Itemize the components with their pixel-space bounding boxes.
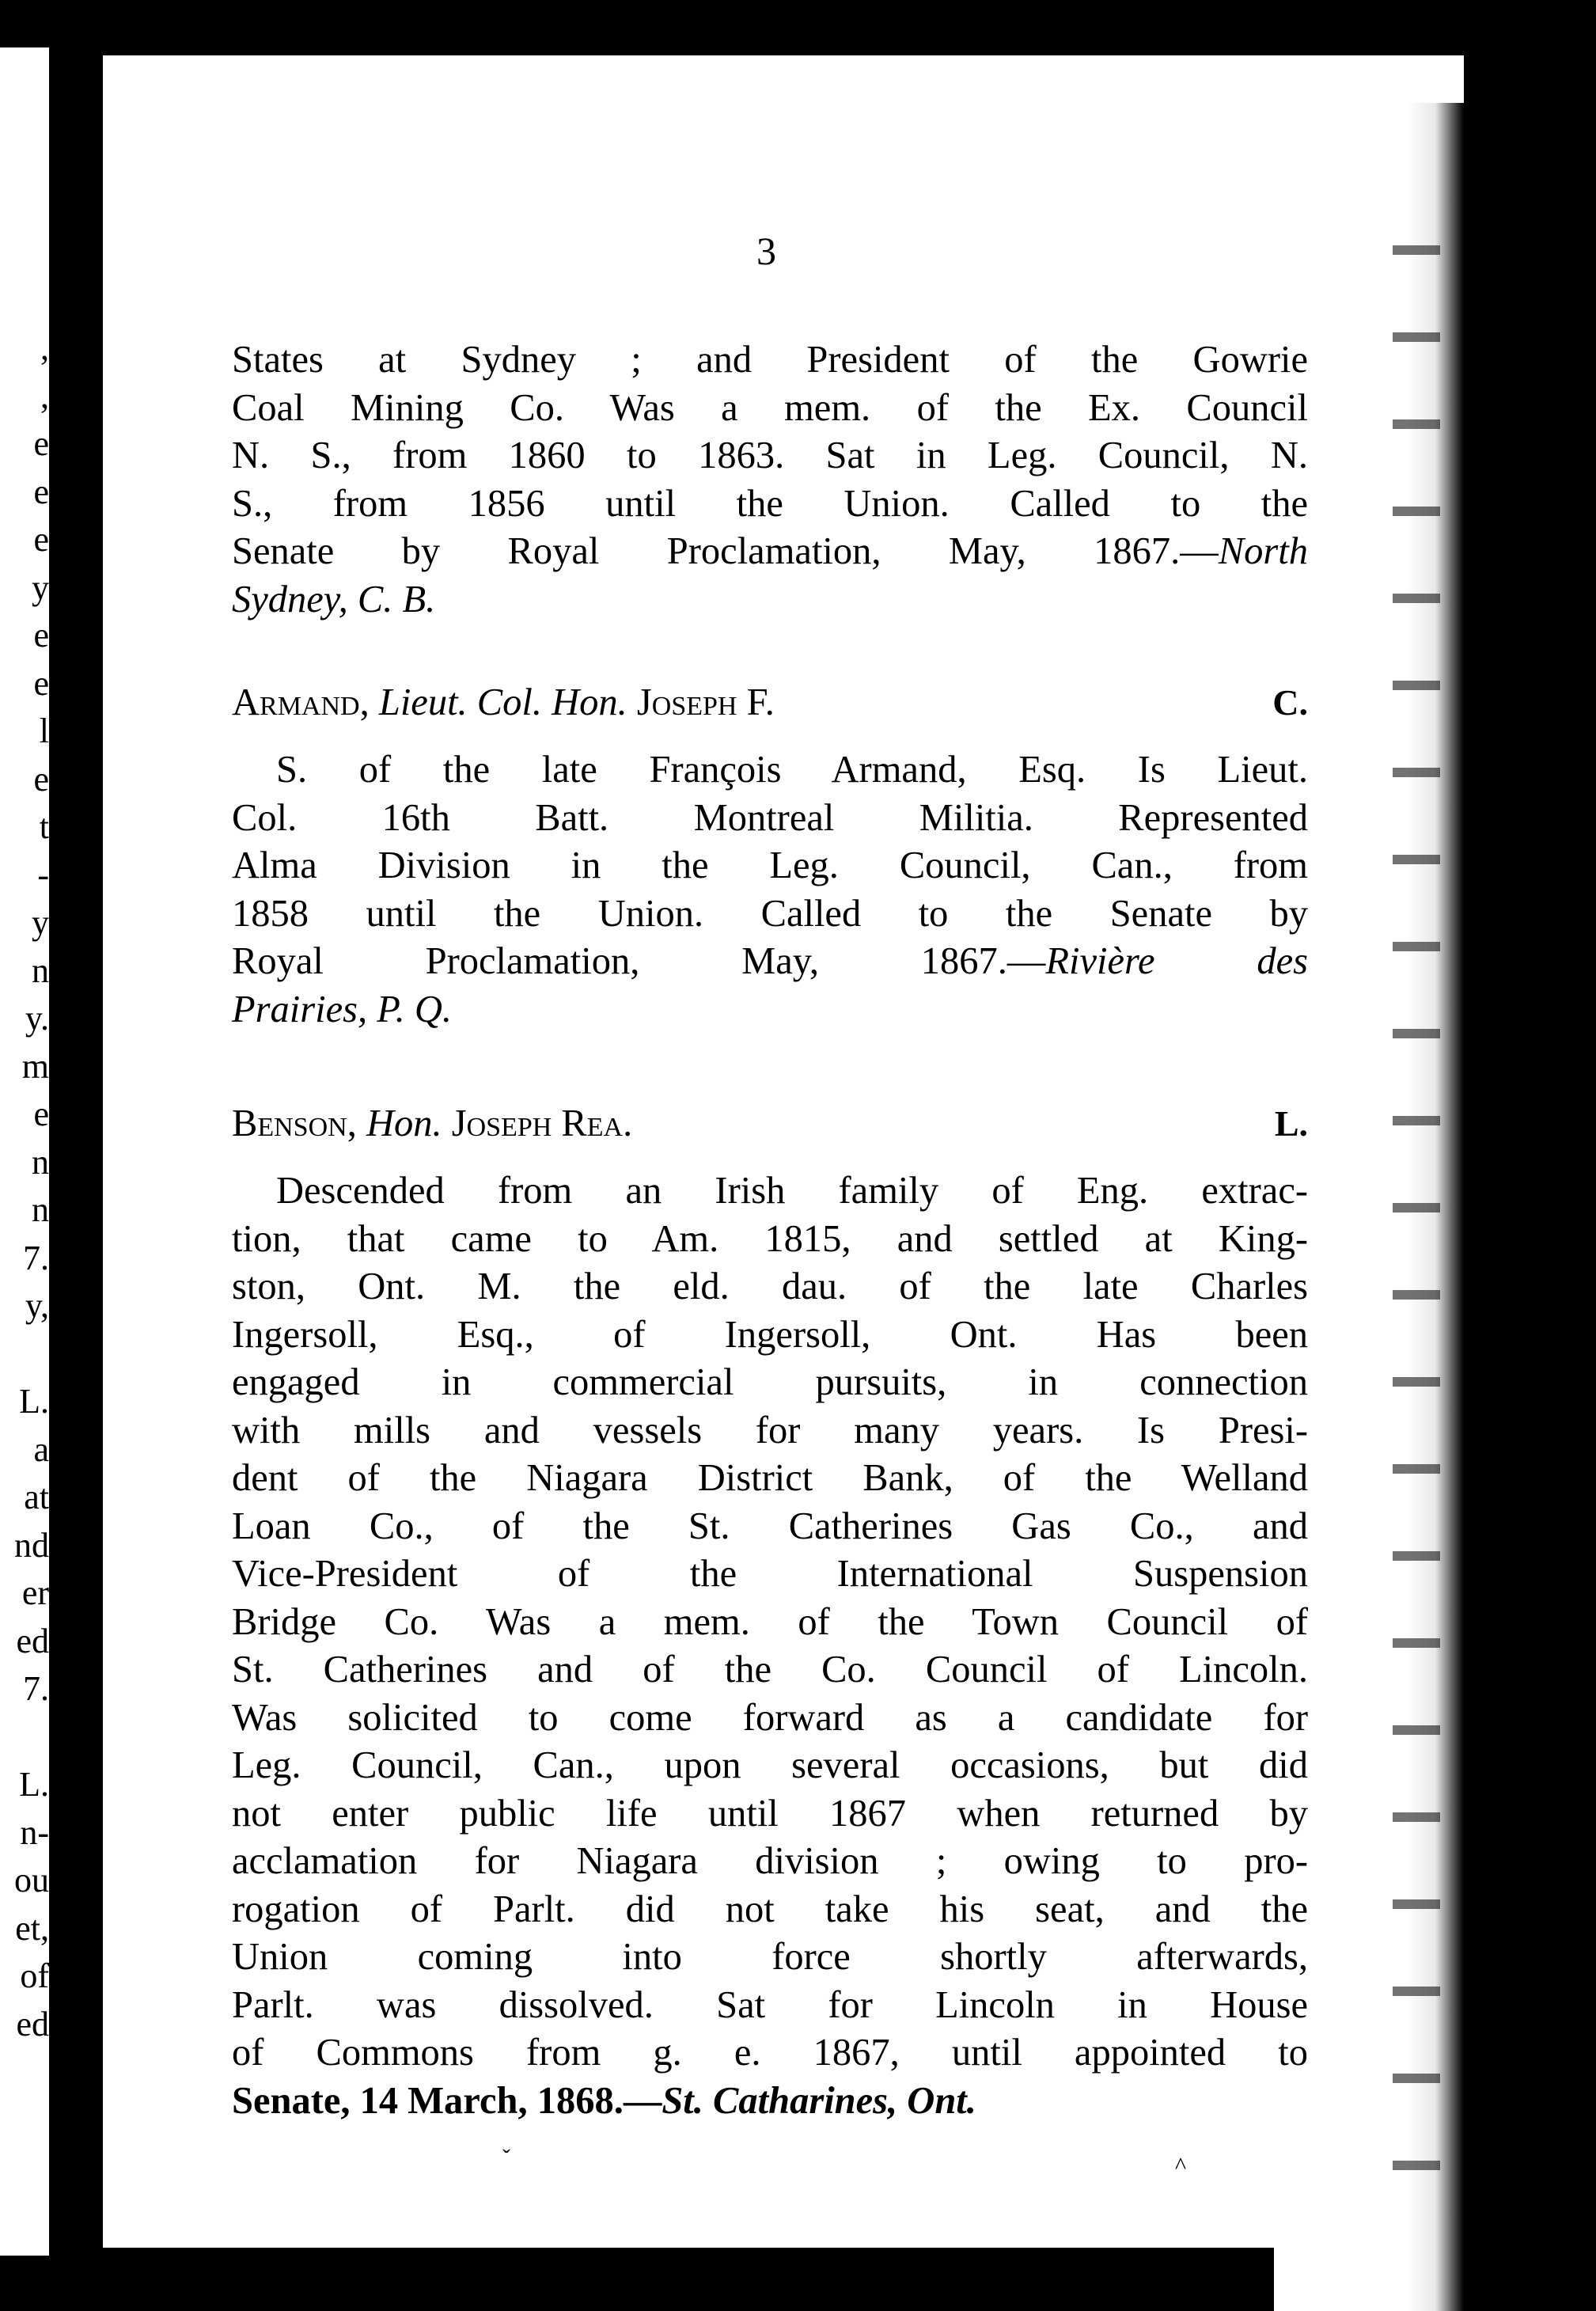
facing-page-fragment: n [32, 1142, 49, 1182]
text-line: Ingersoll, Esq., of Ingersoll, Ont. Has been [232, 1313, 1308, 1356]
facing-page-fragment: e [33, 663, 49, 703]
text-line: with mills and vessels for many years. Is Presi- [232, 1409, 1308, 1451]
facing-page-fragment: y [32, 567, 49, 607]
facing-page-fragment: ed [16, 2004, 49, 2043]
facing-page-fragment: - [37, 855, 49, 894]
facing-page-fragment: e [33, 472, 49, 511]
facing-page-fragment: n [32, 951, 49, 990]
facing-page-fragment: et, [15, 1908, 49, 1948]
facing-page-fragment: ou [14, 1861, 49, 1899]
text-line: States at Sydney ; and President of the Gowrie [232, 339, 1308, 381]
text-line: Leg. Council, Can., upon several occasions, but did [232, 1744, 1308, 1786]
facing-page-fragment: e [33, 759, 49, 799]
text-line: N. S., from 1860 to 1863. Sat in Leg. Council, N. [232, 434, 1308, 476]
text-italic: St. Catharines, Ont. [662, 2079, 976, 2122]
facing-page-fragment: y. [25, 999, 49, 1038]
facing-page-fragment: 7. [23, 1669, 49, 1708]
surname: Armand, [232, 681, 370, 723]
continuation-paragraph [232, 336, 1308, 624]
facing-page-fragment: n- [20, 1812, 49, 1852]
text-plain: Senate by Royal Proclamation, May, 1867.— [232, 530, 1219, 572]
entry-name [232, 679, 775, 727]
facing-page-fragments [0, 324, 49, 2048]
text-line: Was solicited to come forward as a candidate for [232, 1696, 1308, 1739]
facing-page-fragment: n [32, 1190, 49, 1229]
text-line: of Commons from g. e. 1867, until appointed to [232, 2032, 1308, 2074]
facing-page-fragment: er [21, 1573, 49, 1612]
text-line: Coal Mining Co. Was a mem. of the Ex. Council [232, 386, 1308, 429]
text-italic: Rivière des [1045, 940, 1308, 982]
text-line: Union coming into force shortly afterwards, [232, 1936, 1308, 1978]
text-line: dent of the Niagara District Bank, of the Welland [232, 1457, 1308, 1499]
text-line: Loan Co., of the St. Catherines Gas Co., and [232, 1505, 1308, 1547]
text-line: S. of the late François Armand, Esq. Is Lieut. [276, 749, 1308, 791]
facing-page-fragment: m [21, 1046, 49, 1086]
text-line: acclamation for Niagara division ; owing to pro- [232, 1840, 1308, 1882]
text-line [232, 2078, 1308, 2126]
entry-name [232, 1100, 632, 1148]
facing-page-fragment: e [33, 616, 49, 655]
honorific: Hon. [366, 1102, 442, 1144]
text-line: not enter public life until 1867 when returned by [232, 1792, 1308, 1835]
text-line: rogation of Parlt. did not take his seat, and the [232, 1888, 1308, 1930]
text-line: engaged in commercial pursuits, in connection [232, 1361, 1308, 1403]
facing-page-fragment: e [33, 1095, 49, 1133]
facing-page-fragment: e [33, 520, 49, 559]
facing-page-fragment: nd [14, 1525, 49, 1565]
facing-page-fragment: y [32, 903, 49, 942]
facing-page-fragment: 7. [23, 1238, 49, 1277]
text-line [232, 938, 1308, 986]
page-number: 3 [756, 229, 776, 273]
text-italic: North [1218, 530, 1308, 572]
text-plain: Senate, 14 March, 1868.— [232, 2079, 662, 2122]
print-speck: ^ [1175, 2153, 1187, 2179]
facing-page-fragment: , [40, 376, 49, 416]
party-affiliation: L. [1274, 1103, 1308, 1144]
facing-page-strip [0, 47, 49, 2256]
facing-page-fragment: , [40, 328, 49, 367]
text-line: St. Catherines and of the Co. Council of Lincoln. [232, 1649, 1308, 1691]
text-line: Bridge Co. Was a mem. of the Town Council of [232, 1600, 1308, 1643]
place-line: Prairies, P. Q. [232, 988, 452, 1030]
facing-page-fragment [0, 1330, 49, 1379]
text-line: ston, Ont. M. the eld. dau. of the late Charles [232, 1266, 1308, 1307]
surname: Benson, [232, 1102, 357, 1144]
text-line: Col. 16th Batt. Montreal Militia. Represented [232, 796, 1308, 839]
facing-page-fragment: t [39, 807, 49, 846]
party-affiliation: C. [1272, 682, 1308, 723]
facing-page-fragment: l [39, 712, 49, 750]
text-line: Descended from an Irish family of Eng. extrac- [276, 1170, 1308, 1212]
facing-page-fragment: L. [19, 1382, 49, 1421]
facing-page-fragment [0, 1713, 49, 1762]
facing-page-fragment: at [24, 1478, 49, 1516]
text-line [232, 528, 1308, 576]
facing-page-fragment: y, [25, 1286, 49, 1325]
given-names: Joseph Rea. [451, 1102, 633, 1144]
entry-heading-benson [232, 1100, 1308, 1148]
book-page [103, 55, 1464, 2248]
entry-body-armand [232, 746, 1308, 1034]
facing-page-fragment: L. [19, 1765, 49, 1804]
text-line: S., from 1856 until the Union. Called to the [232, 482, 1308, 525]
print-speck: ˇ [502, 2145, 510, 2171]
text-line: Alma Division in the Leg. Council, Can., from [232, 844, 1308, 886]
honorific: Lieut. Col. Hon. [378, 681, 627, 723]
text-line: Vice-President of the International Suspension [232, 1553, 1308, 1595]
facing-page-fragment: ed [16, 1621, 49, 1660]
text-line: Parlt. was dissolved. Sat for Lincoln in House [232, 1983, 1308, 2026]
facing-page-fragment: e [33, 424, 49, 463]
page-edge-marks [1393, 214, 1440, 2192]
facing-page-fragment: of [20, 1956, 49, 1995]
entry-body-benson [232, 1167, 1308, 2125]
text-line: tion, that came to Am. 1815, and settled at King- [232, 1217, 1308, 1260]
place-line: Sydney, C. B. [232, 578, 436, 620]
entry-heading-armand [232, 679, 1308, 727]
text-plain: Royal Proclamation, May, 1867.— [232, 940, 1046, 982]
given-names: Joseph F. [636, 681, 775, 723]
text-line: 1858 until the Union. Called to the Senate by [232, 892, 1308, 935]
facing-page-fragment: a [33, 1429, 49, 1469]
